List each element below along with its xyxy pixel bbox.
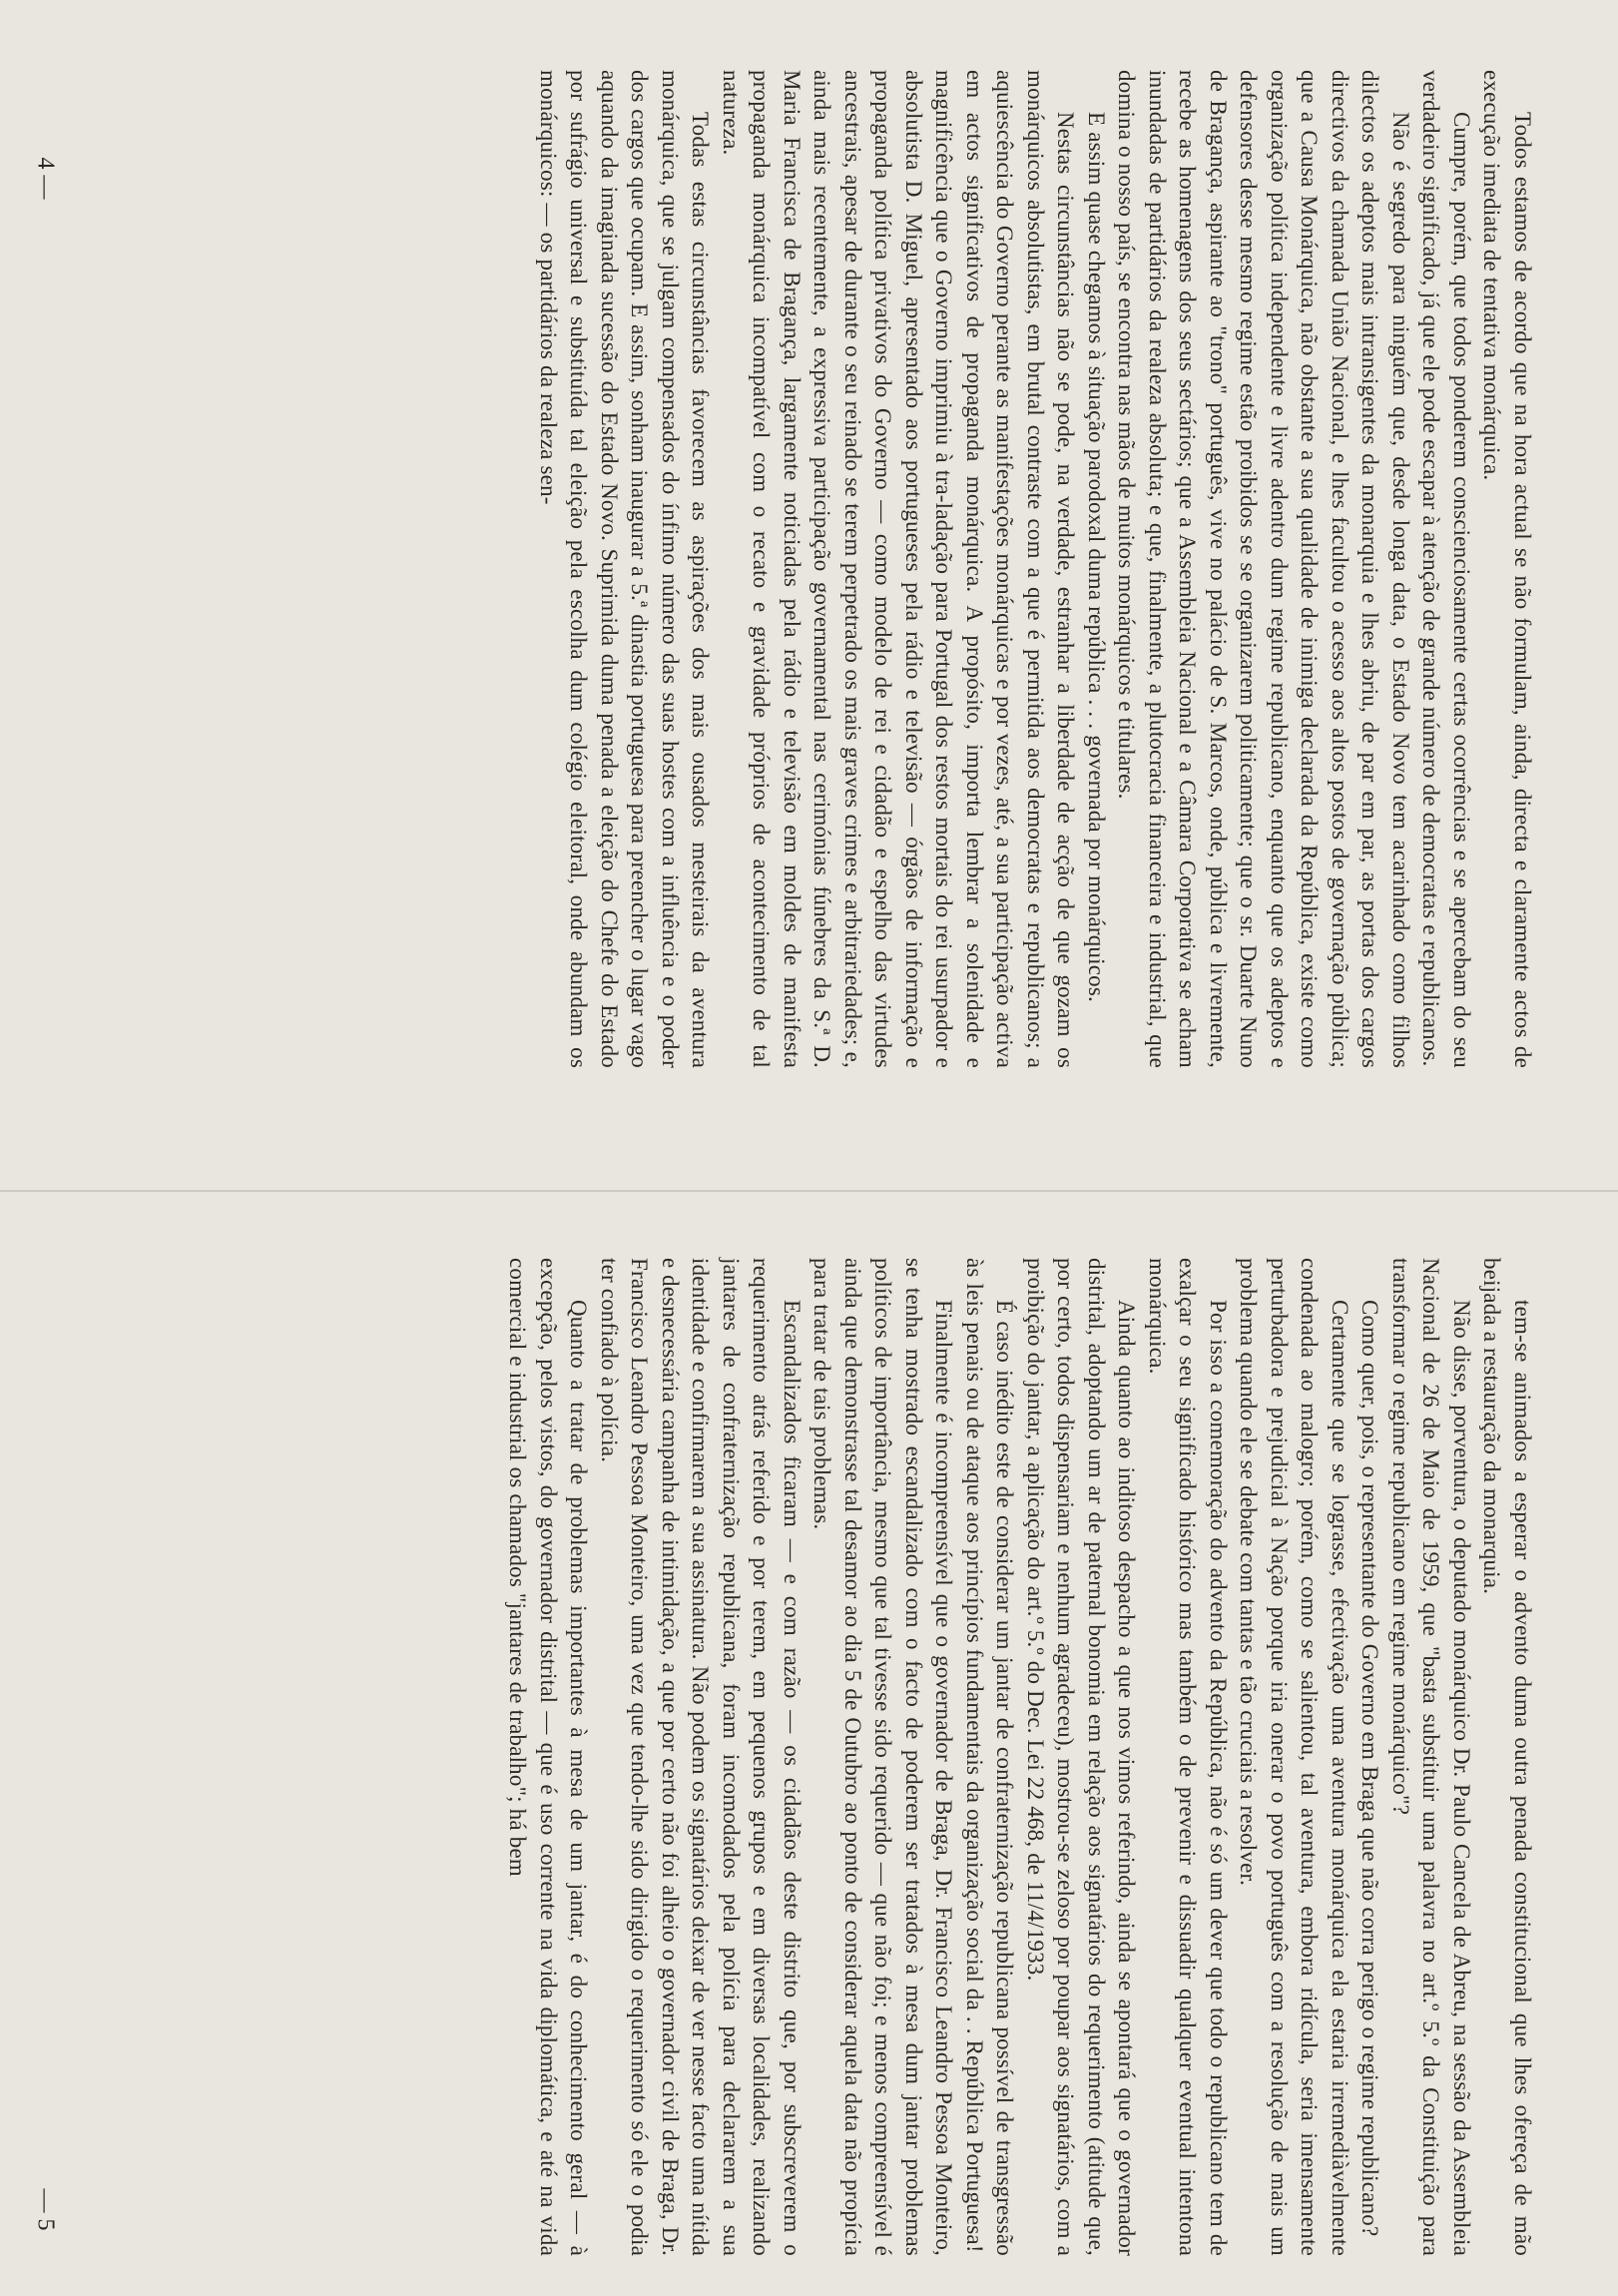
page-fold	[0, 1190, 1618, 1192]
paragraph: Quanto a tratar de problemas importantes à mesa de um jantar, é do conhecimento geral — à excepção, pelos vistos, do governador distrital — que é uso corrente na vida diplomática, e até na vida comercial e industrial os chamados "jantares de trabalho"; há bem	[505, 1258, 592, 2256]
page-left-text	[533, 70, 1538, 1068]
paragraph: Todas estas circunstâncias favorecem as aspirações dos mais ousados mesteirais da aventura monárquica, que se julgam compensados do ínfimo número das suas hostes com a influência e o poder dos cargos que ocupam. E assim, sonham inaugurar a 5.ª dinastia portuguesa para preencher o lugar vago aquando da imaginada sucessão do Estado Novo. Suprimida duma penada a eleição do Chefe do Estado por sufrágio universal e substituída tal eleição pela escolha dum colégio eleitoral, onde abundam os monárquicos: — os partidários da realeza sen-	[536, 70, 714, 1068]
paragraph: Ainda quanto ao inditoso despacho a que nos vimos referindo, ainda se apontará que o governador distrital, adoptando um ar de paternal bonomia em relação aos signatários do requerimento (atitude que, por certo, todos dispensariam e nenhum agradeceu), mostrou-se zeloso por poupar aos signatários, com a proibição do jantar, a aplicação do art.º 5.º do Dec. Lei 22 468, de 11/4/1933.	[1023, 1258, 1140, 2256]
page-left	[0, 40, 1557, 1098]
paragraph: É caso inédito este de considerar um jantar de confraternização republicana possível de transgressão às leis penais ou de ataque aos princípios fundamentais da organização social da . . República Portuguesa!	[962, 1258, 1018, 2256]
page-right-text	[502, 1258, 1537, 2256]
paragraph: Escandalizados ficaram — e com razão — os cidadãos deste distrito que, por subscreverem o requerimento atrás referido e por terem, em pequenos grupos e em diversas localidades, realizando jantares de confraternização republicana, foram incomodados pela polícia para declararem a sua identidade e confirmarem a sua assinatura. Não podem os signatários deixar de ver nesse facto uma nítida e desnecessária campanha de intimidação, a que por certo não foi alheio o governador civil de Braga, Dr. Francisco Leandro Pessoa Monteiro, uma vez que tendo-lhe sido dirigido o requerimento só ele o podia ter confiado à polícia.	[597, 1258, 805, 2256]
paragraph: Certamente que se lograsse, efectivação uma aventura monárquica ela estaria irremediàvelmente condenada ao malogro; porém, como se salientou, tal aventura, embora ridícula, seria imensamente perturbadora e prejudicial à Nação porque iria onerar o povo português com a resolução de mais um problema quando ele se debate com tantas e tão cruciais a resolver.	[1236, 1258, 1352, 2256]
page-number-right: — 5	[32, 2188, 59, 2231]
paragraph: Não é segredo para ninguém que, desde longa data, o Estado Novo tem acarinhado como filhos dilectos os adeptos mais intransigentes da monarquia e lhes abriu, de par em par, as portas dos cargos directivos da chamada União Nacional, e lhes facultou o acesso aos altos postos de governação pública; que a Causa Monárquica, não obstante a sua qualidade de inimiga declarada da República, existe como organização política independente e livre adentro dum regime republicano, enquanto que os adeptos e defensores desse mesmo regime estão proibidos se se organizarem politicamente; que o sr. Duarte Nuno de Bragança, aspirante ao "trono" português, vive no palácio de S. Marcos, onde, pública e livremente, recebe as homenagens dos seus sectários; que a Assembleia Nacional e a Câmara Corporativa se acham inundadas de partidários da realeza absoluta; e que, finalmente, a plutocracia financeira e industrial, que domina o nosso país, se encontra nas mãos de muitos monárquicos e titulares.	[1114, 70, 1413, 1068]
paragraph: Não disse, porventura, o deputado monárquico Dr. Paulo Cancela de Abreu, na sessão da Assembleia Nacional de 26 de Maio de 1959, que "basta substituir uma palavra no art.º 5.º da Constituição para transformar o regime republicano em regime monárquico"?	[1388, 1258, 1474, 2256]
paragraph: Cumpre, porém, que todos ponderem conscienciosamente certas ocorrências e se apercebam do seu verdadeiro significado, já que ele pode escapar à atenção de grande número de democratas e republicanos.	[1418, 70, 1474, 1068]
paragraph: E assim quase chegamos à situação parodoxal duma república . . . governada por monárquicos.	[1084, 112, 1109, 1002]
paragraph: Nestas circunstâncias não se pode, na verdade, estranhar a liberdade de acção de que gozam os monárquicos absolutistas, em brutal contraste com a que é permitida aos democratas e republicanos; a aquiescência do Governo perante as manifestações monárquicas e por vezes, até, a sua participação activa em actos significativos de propaganda monárquica. A propósito, importa lembrar a solenidade e magnificência que o Governo imprimiu à tra-ladação para Portugal dos restos mortais do rei usurpador e absolutista D. Miguel, apresentado aos portugueses pela rádio e televisão — órgãos de informação e propaganda política privativos do Governo — como modelo de rei e cidadão e espelho das virtudes ancestrais, apesar de durante o seu reinado se terem perpetrado os mais graves crimes e arbitrariedades; e, ainda mais recentemente, a expressiva participação governamental nas cerimónias fúnebres da S.ª D. Maria Francisca de Bragança, largamente noticiadas pela rádio e televisão em moldes de manifesta propaganda monárquica incompatível com o recato e gravidade próprios de acontecimento de tal natureza.	[719, 70, 1079, 1068]
paragraph: Por isso a comemoração do advento da República, não é só um dever que todo o republicano tem de exalçar o seu significado histórico mas também o de prevenir e dissuadir qualquer eventual intentona monárquica.	[1145, 1258, 1231, 2256]
paragraph: Finalmente é incompreensível que o governador de Braga, Dr. Francisco Leandro Pessoa Monteiro, se tenha mostrado escandalizado com o facto de poderem ser tratados à mesa dum jantar problemas políticos de importância, mesmo que tal tivesse sido requerido — que não foi; e menos compreensível é ainda que demonstrasse tal desamor ao dia 5 de Outubro ao ponto de considerar aquela data não propícia para tratar de tais problemas.	[809, 1258, 957, 2256]
paragraph: Como quer, pois, o representante do Governo em Braga que não corra perigo o regime republicano?	[1357, 1300, 1383, 2237]
paragraph: tem-se animados a esperar o advento duma outra penada constitucional que lhes ofereça de mão beijada a restauração da monarquia.	[1479, 1258, 1535, 2256]
paragraph: Todos estamos de acordo que na hora actual se não formulam, ainda, directa e claramente actos de execução imediata de tentativa monárquica.	[1479, 70, 1535, 1068]
page-number-left: 4 —	[32, 157, 59, 200]
page-right	[0, 1228, 1557, 2286]
